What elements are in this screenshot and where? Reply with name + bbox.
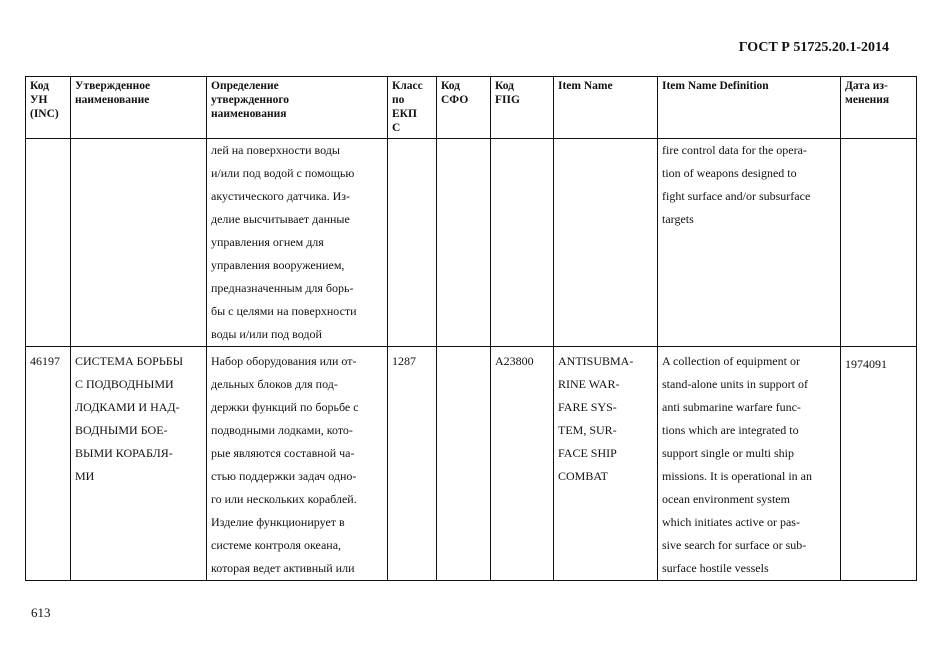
cell-text-line: воды и/или под водой — [211, 327, 322, 341]
item-definition-cell — [658, 347, 841, 581]
column-header-line: УН — [30, 94, 48, 106]
column-header-item-definition — [658, 77, 841, 139]
column-header-definition — [207, 77, 388, 139]
sfo-cell — [437, 139, 491, 347]
cell-value: A23800 — [495, 354, 534, 368]
cell-text-line: ANTISUBMA- — [558, 354, 634, 368]
page-number: 613 — [31, 605, 51, 620]
table-header-row — [26, 77, 917, 139]
cell-text-line: бы с целями на поверхности — [211, 304, 357, 318]
table-row — [26, 347, 917, 581]
date-cell — [841, 139, 917, 347]
column-header-line: Item Name Definition — [662, 80, 769, 92]
cell-text-line: предназначенным для борь- — [211, 281, 354, 295]
cell-text-line: anti submarine warfare func- — [662, 400, 801, 414]
sfo-cell — [437, 347, 491, 581]
cell-text-line: стью поддержки задач одно- — [211, 469, 357, 483]
cell-text-line: МИ — [75, 469, 95, 483]
column-header-line: Код — [441, 80, 461, 92]
fiig-cell — [491, 347, 554, 581]
column-header-line: по — [392, 94, 405, 106]
cell-value — [845, 139, 912, 146]
cell-text-line: лей на поверхности воды — [211, 143, 340, 157]
cell-text-line: ocean environment system — [662, 492, 790, 506]
cell-value: 1287 — [392, 354, 416, 368]
cell-text-line: подводными лодками, кото- — [211, 423, 353, 437]
table-row — [26, 139, 917, 347]
class-cell — [388, 139, 437, 347]
cell-text-line: дельных блоков для под- — [211, 377, 338, 391]
cell-text-line: tion of weapons designed to — [662, 166, 797, 180]
cell-text-line: ВОДНЫМИ БОЕ- — [75, 423, 168, 437]
column-header-line: СФО — [441, 94, 469, 106]
cell-text-line: акустического датчика. Из- — [211, 189, 351, 203]
definition-cell — [207, 347, 388, 581]
column-header-line: Item Name — [558, 80, 613, 92]
cell-text-line: держки функций по борьбе с — [211, 400, 359, 414]
name-cell — [71, 139, 207, 347]
cell-text-line: COMBAT — [558, 469, 609, 483]
cell-text-line: fight surface and/or subsurface — [662, 189, 811, 203]
column-header-line: Утвержденное — [75, 80, 151, 92]
column-header-line: С — [392, 122, 401, 134]
column-header-line: менения — [845, 94, 890, 106]
inc-cell — [26, 347, 71, 581]
cell-text-line: системе контроля океана, — [211, 538, 342, 552]
item-name-cell — [554, 139, 658, 347]
cell-text-line: Изделие функционирует в — [211, 515, 345, 529]
column-header-class — [388, 77, 437, 139]
column-header-line: Код — [30, 80, 50, 92]
column-header-date — [841, 77, 917, 139]
cell-text-line: tions which are integrated to — [662, 423, 799, 437]
cell-text-line: FACE SHIP — [558, 446, 617, 460]
catalog-table — [25, 76, 917, 581]
cell-value: 1974091 — [845, 357, 887, 371]
class-cell — [388, 347, 437, 581]
fiig-cell — [491, 139, 554, 347]
column-header-line: FIIG — [495, 94, 520, 106]
cell-text-line: fire control data for the opera- — [662, 143, 807, 157]
cell-text-line: СИСТЕМА БОРЬБЫ — [75, 354, 184, 368]
item-name-cell — [554, 347, 658, 581]
column-header-line: Дата из- — [845, 80, 888, 92]
column-header-name — [71, 77, 207, 139]
cell-text-line: го или нескольких кораблей. — [211, 492, 357, 506]
cell-text-line: RINE WAR- — [558, 377, 620, 391]
inc-cell — [26, 139, 71, 347]
cell-text-line: targets — [662, 212, 694, 226]
cell-text-line: Набор оборудования или от- — [211, 354, 357, 368]
item-definition-cell — [658, 139, 841, 347]
cell-text-line: sive search for surface or sub- — [662, 538, 807, 552]
cell-text-line: С ПОДВОДНЫМИ — [75, 377, 174, 391]
column-header-line: Класс — [392, 80, 423, 92]
column-header-sfo — [437, 77, 491, 139]
name-cell — [71, 347, 207, 581]
cell-text-line: stand-alone units in support of — [662, 377, 808, 391]
cell-text-line: support single or multi ship — [662, 446, 794, 460]
column-header-line: ЕКП — [392, 108, 417, 120]
column-header-line: Определение — [211, 80, 279, 92]
cell-text-line: TEM, SUR- — [558, 423, 617, 437]
cell-value: 46197 — [30, 354, 60, 368]
column-header-line: утвержденного — [211, 94, 290, 106]
cell-text-line: missions. It is operational in an — [662, 469, 812, 483]
cell-text-line: рые являются составной ча- — [211, 446, 355, 460]
definition-cell — [207, 139, 388, 347]
cell-text-line: which initiates active or pas- — [662, 515, 800, 529]
column-header-line: Код — [495, 80, 515, 92]
cell-text-line: и/или под водой с помощью — [211, 166, 355, 180]
cell-text-line: A collection of equipment or — [662, 354, 800, 368]
column-header-inc — [26, 77, 71, 139]
column-header-line: (INC) — [30, 108, 59, 120]
column-header-line: наименования — [211, 108, 287, 120]
date-cell — [841, 347, 917, 581]
cell-text-line: ЛОДКАМИ И НАД- — [75, 400, 180, 414]
cell-text-line: делие высчитывает данные — [211, 212, 350, 226]
cell-text-line: которая ведет активный или — [211, 561, 355, 575]
cell-text-line: управления вооружением, — [211, 258, 345, 272]
cell-text-line: FARE SYS- — [558, 400, 617, 414]
cell-text-line: управления огнем для — [211, 235, 324, 249]
cell-text-line: surface hostile vessels — [662, 561, 769, 575]
column-header-line: наименование — [75, 94, 150, 106]
column-header-item-name — [554, 77, 658, 139]
document-code: ГОСТ Р 51725.20.1-2014 — [738, 40, 889, 55]
column-header-fiig — [491, 77, 554, 139]
cell-text-line: ВЫМИ КОРАБЛЯ- — [75, 446, 173, 460]
